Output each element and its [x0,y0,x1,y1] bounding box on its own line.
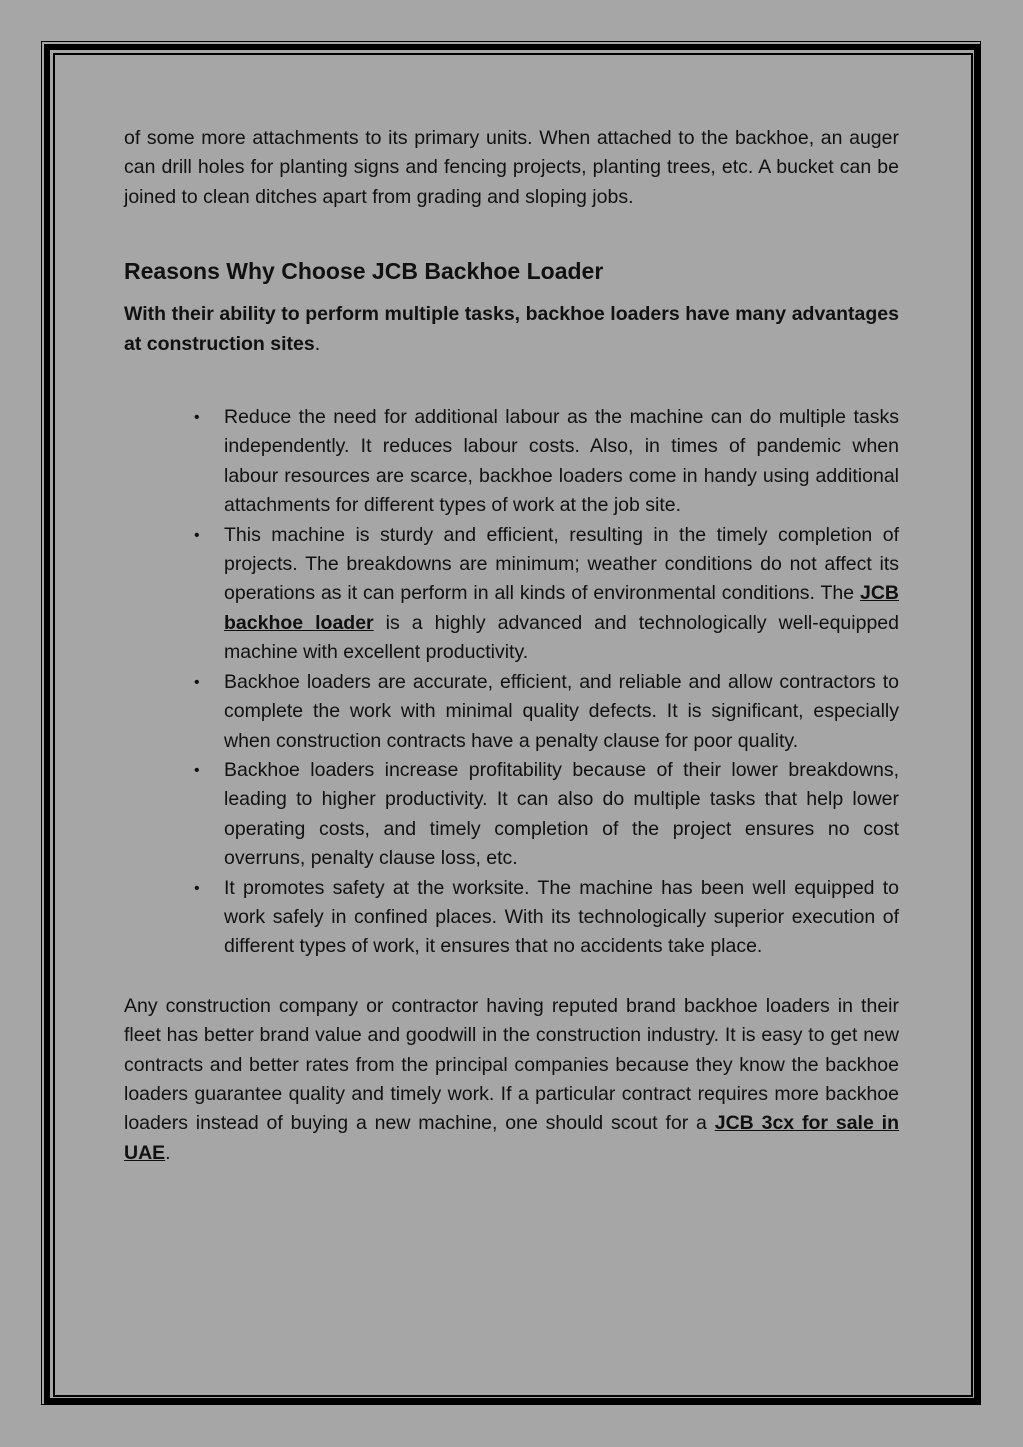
closing-paragraph [124,992,899,1168]
list-item-text: Backhoe loaders increase profitability because of their lower breakdowns, leading to higher productivity. It can also do multiple tasks that help lower operating costs, and timely completion of the project ensures no cost overruns, penalty clause loss, etc. [224,758,899,870]
advantages-list [124,403,899,962]
list-item-text: It promotes safety at the worksite. The machine has been well equipped to work safely in confined places. With its technologically superior execution of different types of work, it ensures that no accidents take place. [224,876,899,958]
list-item [194,521,899,668]
list-item [194,403,899,521]
bullet-icon: • [194,879,200,897]
list-item [194,756,899,874]
section-heading: Reasons Why Choose JCB Backhoe Loader [124,258,604,285]
list-item-text-continued: is a highly advanced and technologically well-equipped machine with excellent productivity. [224,611,899,664]
list-item [194,874,899,962]
list-item-text: This machine is sturdy and efficient, resulting in the timely completion of projects. The breakdowns are minimum; weather conditions do not affect its operations as it can perform in all kinds of environmental conditions. The [224,523,899,605]
bullet-icon: • [194,761,200,779]
document-body [124,124,899,1168]
lead-period: . [314,332,321,355]
closing-period: . [165,1141,171,1164]
bullet-icon: • [194,526,200,544]
list-item [194,668,899,756]
jcb-3cx-for-sale-link[interactable]: JCB 3cx for sale in UAE [124,1112,899,1164]
list-item-text: Reduce the need for additional labour as the machine can do multiple tasks independently. It reduces labour costs. Also, in times of pandemic when labour resources are scarce, backhoe loaders come in handy using additional attachments for different types of work at the job site. [224,406,899,517]
list-item-text: Backhoe loaders are accurate, efficient, and reliable and allow contractors to complete the work with minimal quality defects. It is significant, especially when construction contracts have a penalty clause for poor quality. [224,670,899,752]
lead-text: With their ability to perform multiple tasks, backhoe loaders have many advantages at construction sites [124,303,899,355]
bullet-icon: • [194,673,200,691]
closing-text: Any construction company or contractor having reputed brand backhoe loaders in their fleet has better brand value and goodwill in the construction industry. It is easy to get new contracts and better rates from the principal companies because they know the backhoe loaders guarantee quality and timely work. If a particular contract requires more backhoe loaders instead of buying a new machine, one should scout for a [124,994,899,1135]
intro-paragraph: of some more attachments to its primary units. When attached to the backhoe, an auger can drill holes for planting signs and fencing projects, planting trees, etc. A bucket can be joined to clean ditches apart from grading and sloping jobs. [124,127,899,208]
bullet-icon: • [194,409,200,427]
lead-paragraph [124,300,899,359]
jcb-backhoe-loader-link[interactable]: JCB backhoe loader [224,582,899,634]
